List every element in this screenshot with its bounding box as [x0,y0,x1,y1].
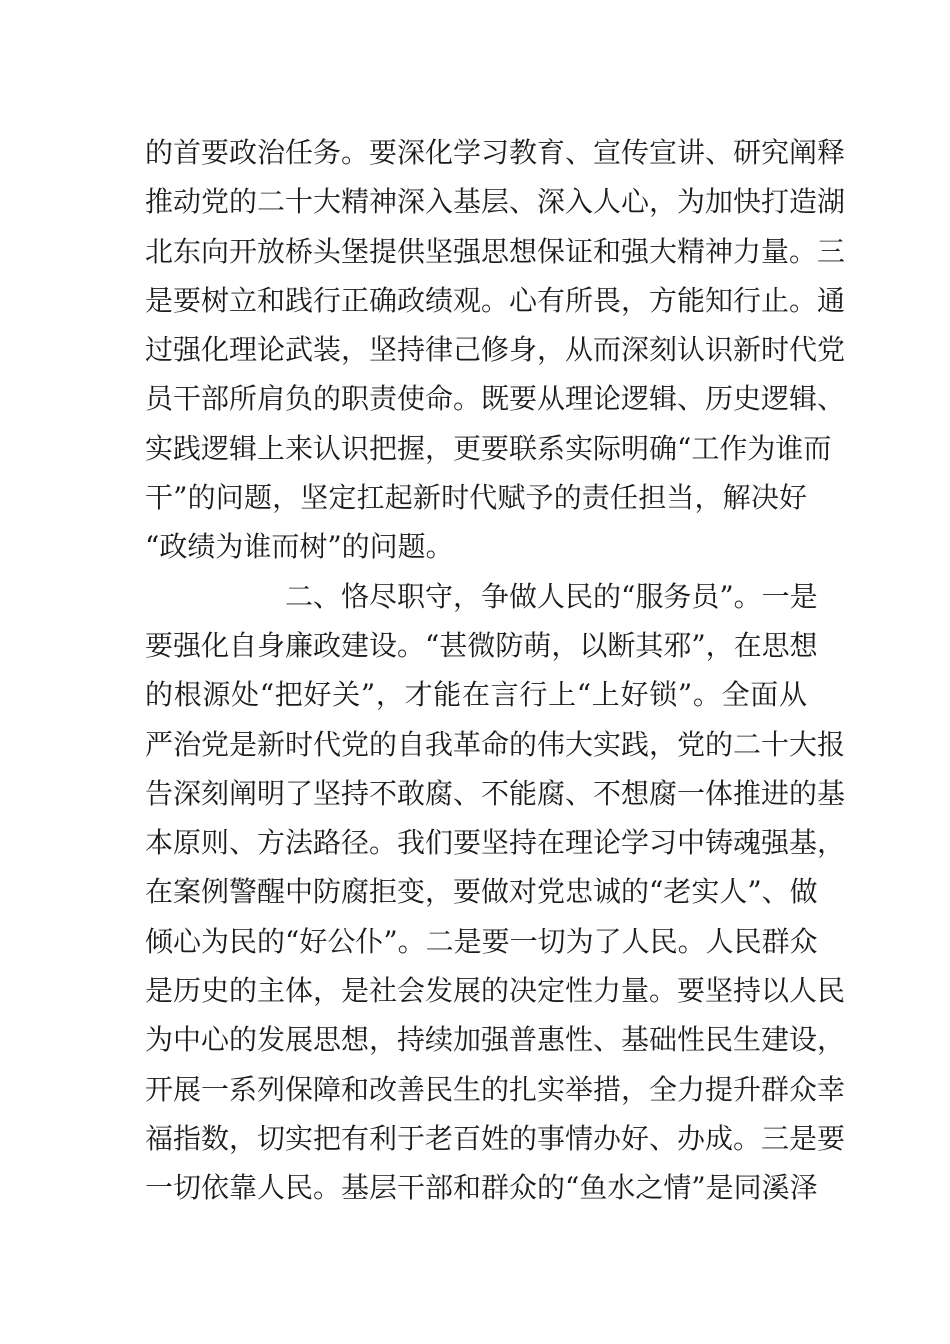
text-line: 严治党是新时代党的自我革命的伟大实践，党的二十大报 [145,727,846,761]
text-line: 过强化理论武装，坚持律己修身，从而深刻认识新时代党 [145,333,846,367]
text-line: 员干部所肩负的职责使命。既要从理论逻辑、历史逻辑、 [145,382,846,416]
text-line: “政绩为谁而树”的问题。 [145,530,454,564]
text-line: 告深刻阐明了坚持不敢腐、不能腐、不想腐一体推进的基 [145,776,846,810]
text-line: 是历史的主体，是社会发展的决定性力量。要坚持以人民 [145,974,846,1008]
text-line: 干”的问题，坚定扛起新时代赋予的责任担当，解决好 [145,481,807,515]
text-line: 开展一系列保障和改善民生的扎实举措，全力提升群众幸 [145,1072,846,1106]
text-line: 推动党的二十大精神深入基层、深入人心，为加快打造湖 [145,185,846,219]
text-line: 福指数，切实把有利于老百姓的事情办好、办成。三是要 [145,1121,846,1155]
text-line: 北东向开放桥头堡提供坚强思想保证和强大精神力量。三 [145,234,846,268]
text-line: 的根源处“把好关”，才能在言行上“上好锁”。全面从 [145,678,807,712]
text-line: 一切依靠人民。基层干部和群众的“鱼水之情”是同溪泽 [145,1171,818,1205]
text-line: 本原则、方法路径。我们要坚持在理论学习中铸魂强基， [145,826,846,860]
text-line: 倾心为民的“好公仆”。二是要一切为了人民。人民群众 [145,924,818,958]
body-text [145,128,846,1213]
text-line: 为中心的发展思想，持续加强普惠性、基础性民生建设， [145,1023,846,1057]
text-line: 实践逻辑上来认识把握，更要联系实际明确“工作为谁而 [145,431,832,465]
text-line: 的首要政治任务。要深化学习教育、宣传宣讲、研究阐释 [145,136,846,169]
text-line: 要强化自身廉政建设。“甚微防萌，以断其邪”，在思想 [145,628,818,662]
text-line: 二、恪尽职守，争做人民的“服务员”。一是 [285,579,818,613]
text-line: 是要树立和践行正确政绩观。心有所畏，方能知行止。通 [145,283,846,317]
text-line: 在案例警醒中防腐拒变，要做对党忠诚的“老实人”、做 [145,875,818,909]
